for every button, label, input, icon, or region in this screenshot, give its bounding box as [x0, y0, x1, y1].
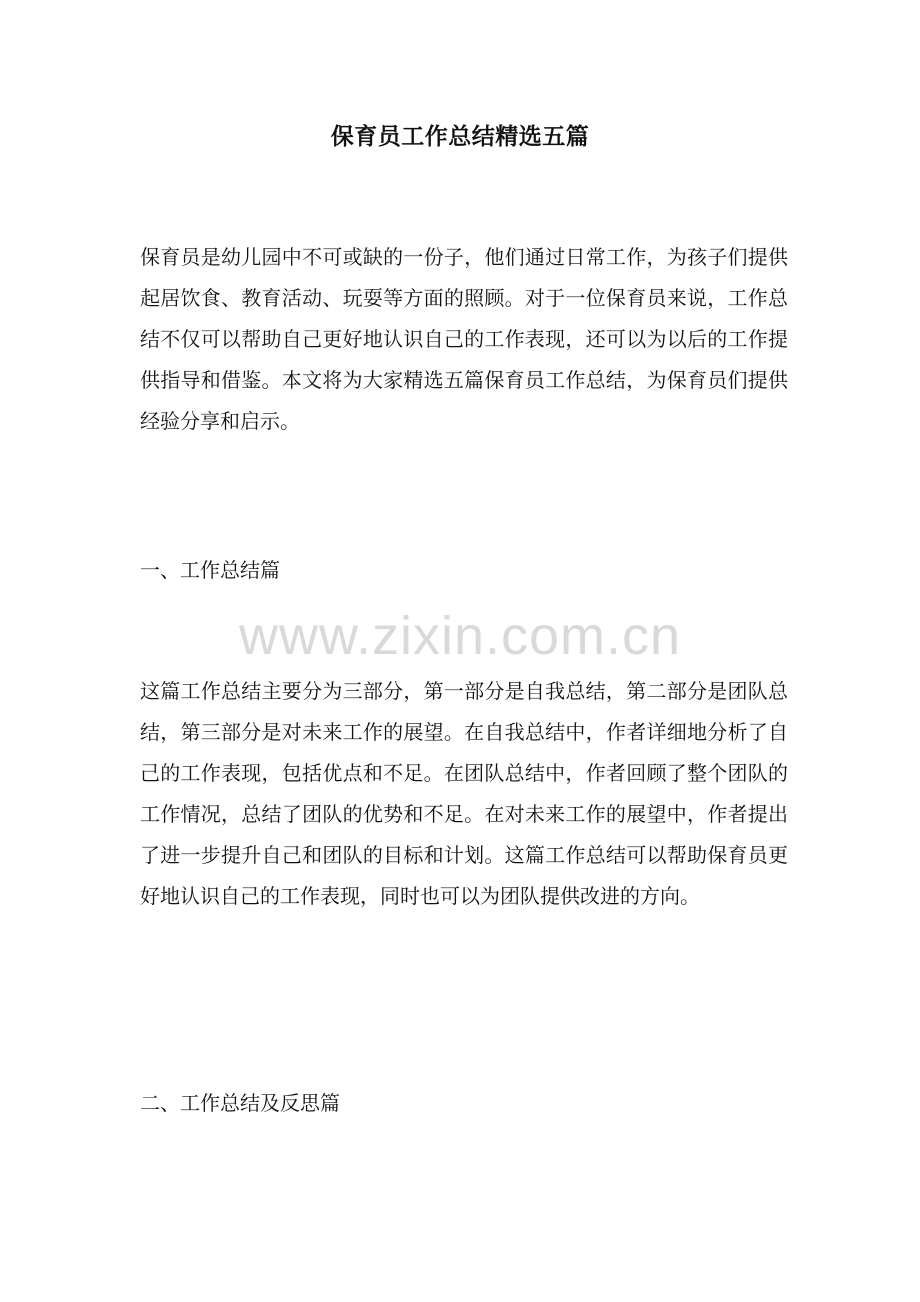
- section-heading-1: 一、工作总结篇: [140, 558, 280, 582]
- section-body-1: 这篇工作总结主要分为三部分，第一部分是自我总结，第二部分是团队总结，第三部分是对未来工作的展望。在自我总结中，作者详细地分析了自己的工作表现，包括优点和不足。在团队总结中，作者回顾了整个团队的工作情况，总结了团队的优势和不足。在对未来工作的展望中，作者提出了进一步提升自己和团队的目标和计划。这篇工作总结可以帮助保育员更好地认识自己的工作表现，同时也可以为团队提供改进的方向。: [140, 679, 788, 908]
- section-heading-2: 二、工作总结及反思篇: [140, 1091, 340, 1115]
- watermark-text: www.zixin.com.cn: [238, 606, 682, 666]
- intro-paragraph: 保育员是幼儿园中不可或缺的一份子，他们通过日常工作，为孩子们提供起居饮食、教育活动、玩耍等方面的照顾。对于一位保育员来说，工作总结不仅可以帮助自己更好地认识自己的工作表现，还可以为以后的工作提供指导和借鉴。本文将为大家精选五篇保育员工作总结，为保育员们提供经验分享和启示。: [140, 245, 788, 433]
- document-title: 保育员工作总结精选五篇: [330, 123, 590, 150]
